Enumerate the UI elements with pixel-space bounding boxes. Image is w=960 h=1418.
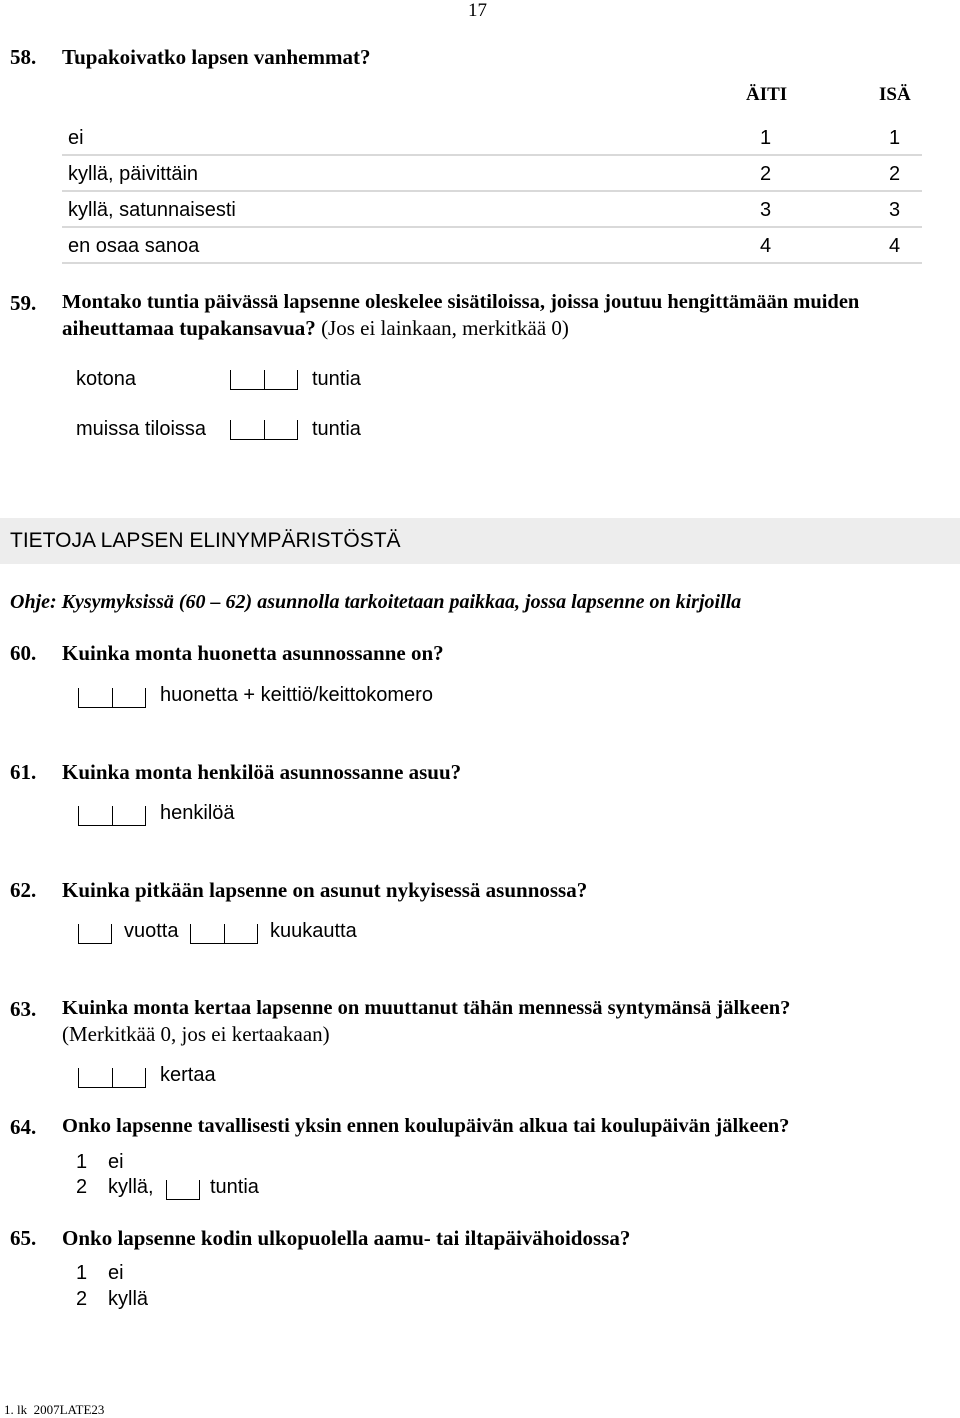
q59-label-muissa: muissa tiloissa [76,418,207,440]
section-instruction: Ohje: Kysymyksissä (60 – 62) asunnolla tarkoitetaan paikkaa, jossa lapsenne on kirjoilla [10,591,742,613]
q58-row-label: kyllä, päivittäin [68,163,199,185]
digit-box[interactable] [78,1068,112,1088]
q58-header-aiti: ÄITI [746,84,788,105]
digit-box[interactable] [112,1068,146,1088]
digit-box[interactable] [264,420,298,440]
q58-row-isa[interactable]: 4 [889,235,901,257]
q61-unit: henkilöä [160,802,235,824]
option-label: kyllä [108,1288,149,1310]
q58-row-aiti[interactable]: 2 [760,163,772,185]
digit-box[interactable] [224,924,258,944]
q65-text: Onko lapsenne kodin ulkopuolella aamu- tai iltapäivähoidossa? [62,1226,631,1250]
q59-unit-kotona: tuntia [312,368,361,390]
q63-unit: kertaa [160,1064,216,1086]
q64-text: Onko lapsenne tavallisesti yksin ennen koulupäivän alkua tai koulupäivän jälkeen? [62,1115,790,1137]
q59-number: 59. [10,291,37,315]
row-divider [62,154,922,156]
q58-row-isa[interactable]: 1 [889,127,901,149]
q60-unit: huonetta + keittiö/keittokomero [160,684,433,706]
footer-code: 1. lk 2007LATE23 [4,1402,105,1417]
q58-row-label: ei [68,127,84,149]
q58-text: Tupakoivatko lapsen vanhemmat? [62,45,371,69]
q62-unit-years: vuotta [124,920,179,942]
q62-unit-months: kuukautta [270,920,357,942]
digit-box[interactable] [166,1180,200,1200]
digit-box[interactable] [78,688,112,708]
q61-number: 61. [10,760,37,784]
q58-row-aiti[interactable]: 4 [760,235,772,257]
q59-text-line2-bold: aiheuttamaa tupakansavua? [62,316,316,340]
option-code[interactable]: 2 [76,1288,88,1310]
digit-box[interactable] [190,924,224,944]
q61-text: Kuinka monta henkilöä asunnossanne asuu? [62,760,462,784]
row-divider [62,226,922,228]
option-label: ei [108,1262,124,1284]
q59-note: (Jos ei lainkaan, merkitkää 0) [315,316,569,340]
page-number: 17 [468,0,487,21]
q58-header-isa: ISÄ [879,84,911,105]
digit-box[interactable] [112,806,146,826]
digit-box[interactable] [230,420,264,440]
q58-row-isa[interactable]: 2 [889,163,901,185]
digit-box[interactable] [230,370,264,390]
q58-row-label: en osaa sanoa [68,235,200,257]
option-label: kyllä, [108,1176,154,1198]
q58-row-label: kyllä, satunnaisesti [68,199,236,221]
q60-text: Kuinka monta huonetta asunnossanne on? [62,641,444,665]
q61-entry[interactable] [78,804,146,826]
row-divider [62,262,922,264]
option-label: ei [108,1151,124,1173]
option-code[interactable]: 1 [76,1151,88,1173]
option-code[interactable]: 2 [76,1176,88,1198]
q63-number: 63. [10,997,37,1021]
q58-number: 58. [10,45,37,69]
q64-unit: tuntia [210,1176,259,1198]
q63-note: (Merkitkää 0, jos ei kertaakaan) [62,1022,330,1046]
digit-box[interactable] [264,370,298,390]
q59-text-line2 [62,316,569,341]
q59-unit-muissa: tuntia [312,418,361,440]
row-divider [62,190,922,192]
q64-hours-entry[interactable] [166,1178,200,1200]
q62-text: Kuinka pitkään lapsenne on asunut nykyisessä asunnossa? [62,878,588,902]
digit-box[interactable] [78,806,112,826]
digit-box[interactable] [78,924,112,944]
q59-kotona-entry[interactable] [230,368,298,390]
option-code[interactable]: 1 [76,1262,88,1284]
q62-number: 62. [10,878,37,902]
q63-text: Kuinka monta kertaa lapsenne on muuttanut tähän mennessä syntymänsä jälkeen? [62,997,791,1019]
q62-years-entry[interactable] [78,922,112,944]
q60-entry[interactable] [78,686,146,708]
q63-entry[interactable] [78,1066,146,1088]
q59-muissa-entry[interactable] [230,418,298,440]
q58-row-aiti[interactable]: 1 [760,127,772,149]
q59-text-line1: Montako tuntia päivässä lapsenne oleskelee sisätiloissa, joissa joutuu hengittämään muiden [62,291,860,313]
q58-row-isa[interactable]: 3 [889,199,901,221]
q65-number: 65. [10,1226,37,1250]
q62-months-entry[interactable] [190,922,258,944]
digit-box[interactable] [112,688,146,708]
q60-number: 60. [10,641,37,665]
q64-number: 64. [10,1115,37,1139]
q59-label-kotona: kotona [76,368,137,390]
q58-row-aiti[interactable]: 3 [760,199,772,221]
section-title: TIETOJA LAPSEN ELINYMPÄRISTÖSTÄ [10,529,401,552]
